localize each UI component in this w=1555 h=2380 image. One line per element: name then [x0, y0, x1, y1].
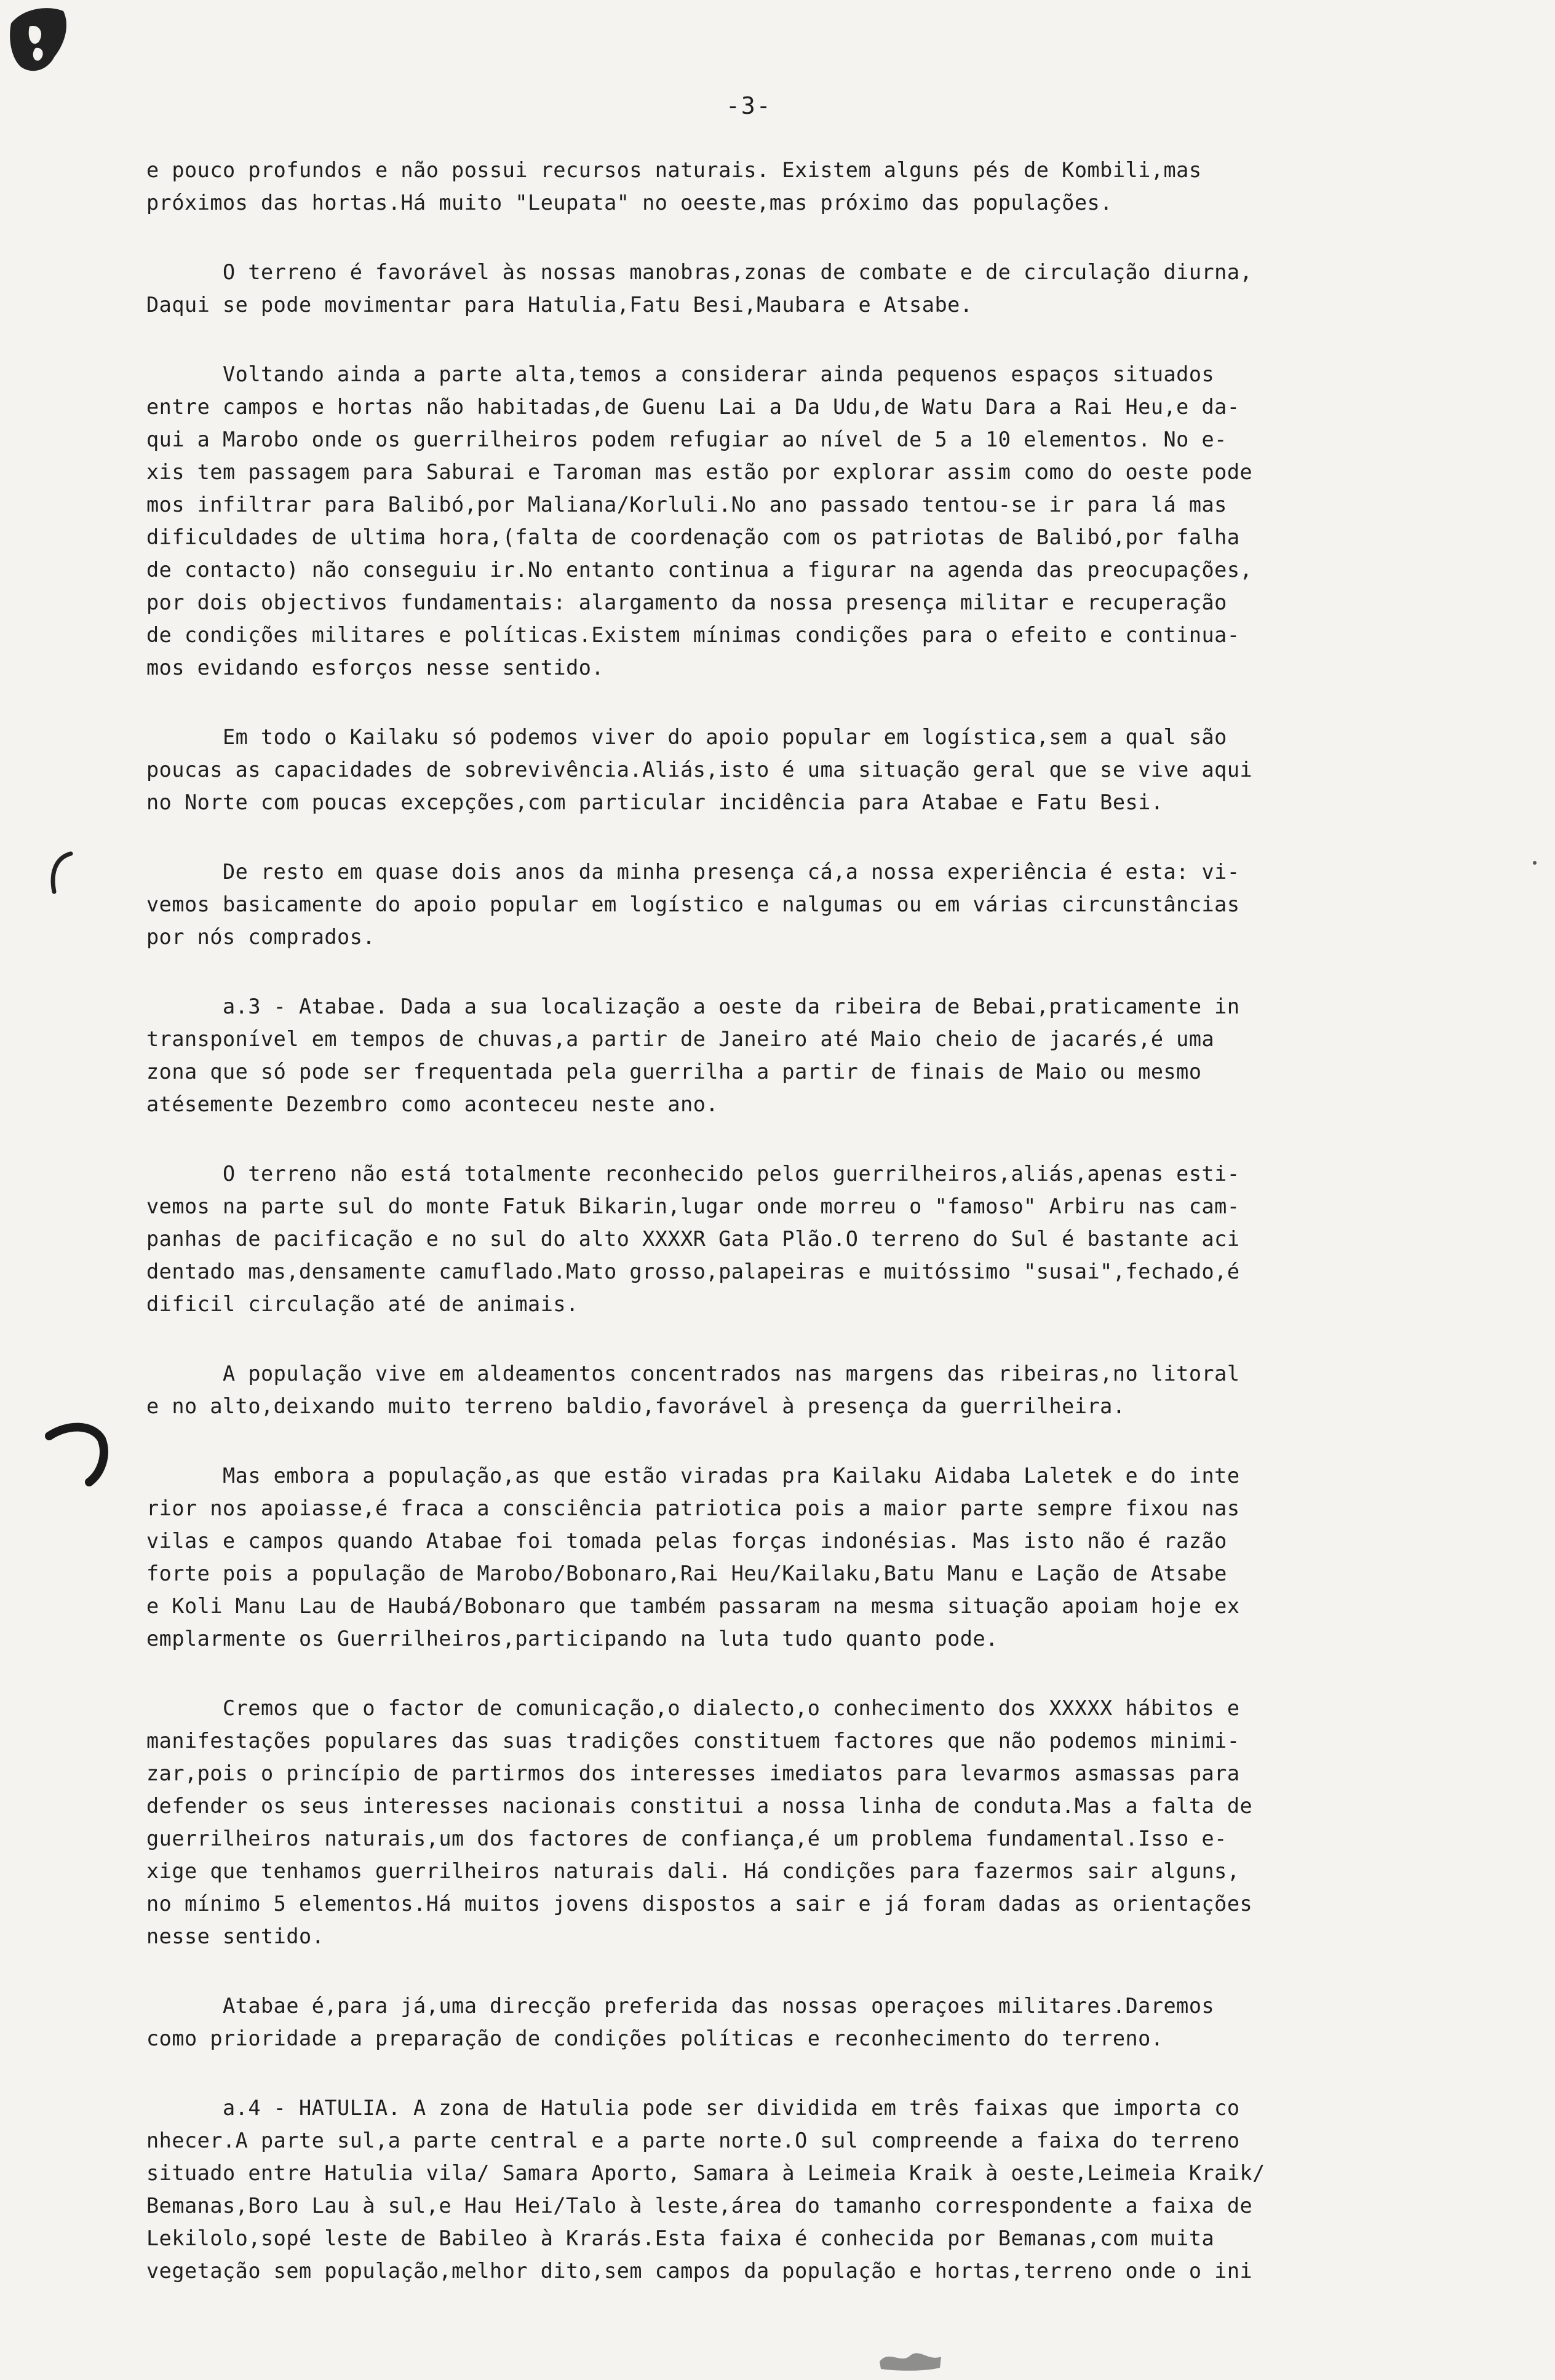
ink-blot-mark: [5, 5, 73, 79]
paragraph: [146, 721, 1518, 819]
text-line: a.4 - HATULIA. A zona de Hatulia pode ser dividida em três faixas que importa co: [146, 2096, 1240, 2120]
text-line: vemos basicamente do apoio popular em logístico e nalgumas ou em várias circunstâncias: [146, 892, 1240, 916]
text-line: de contacto) não conseguiu ir.No entanto continua a figurar na agenda das preocupações,: [146, 558, 1253, 582]
text-line: e pouco profundos e não possui recursos naturais. Existem alguns pés de Kombili,mas: [146, 158, 1202, 182]
text-line: panhas de pacificação e no sul do alto XXXXR Gata Plão.O terreno do Sul é bastante aci: [146, 1227, 1240, 1251]
body-text: [146, 154, 1518, 2324]
paragraph: [146, 1692, 1518, 1953]
paragraph: [146, 1459, 1518, 1655]
margin-bracket-mark: [43, 849, 80, 898]
text-line: emplarmente os Guerrilheiros,participando na luta tudo quanto pode.: [146, 1627, 998, 1651]
text-line: qui a Marobo onde os guerrilheiros podem refugiar ao nível de 5 a 10 elementos. No e-: [146, 427, 1227, 451]
text-line: atésemente Dezembro como aconteceu neste ano.: [146, 1092, 719, 1116]
text-line: manifestações populares das suas tradições constituem factores que não podemos minimi-: [146, 1729, 1240, 1753]
paragraph: [146, 1989, 1518, 2055]
text-line: transponível em tempos de chuvas,a partir de Janeiro até Maio cheio de jacarés,é uma: [146, 1027, 1215, 1051]
paragraph: [146, 855, 1518, 953]
text-line: e Koli Manu Lau de Haubá/Bobonaro que também passaram na mesma situação apoiam hoje ex: [146, 1594, 1240, 1618]
paragraph: [146, 1157, 1518, 1320]
text-line: poucas as capacidades de sobrevivência.Aliás,isto é uma situação geral que se vive aqui: [146, 758, 1253, 782]
text-line: rior nos apoiasse,é fraca a consciência patriotica pois a maior parte sempre fixou nas: [146, 1496, 1240, 1520]
text-line: zona que só pode ser frequentada pela guerrilha a partir de finais de Maio ou mesmo: [146, 1060, 1202, 1084]
text-line: Mas embora a população,as que estão viradas pra Kailaku Aidaba Laletek e do inte: [146, 1464, 1240, 1488]
paragraph: [146, 358, 1518, 684]
text-line: xige que tenhamos guerrilheiros naturais dali. Há condições para fazermos sair alguns,: [146, 1859, 1240, 1883]
paragraph: [146, 990, 1518, 1121]
text-line: Atabae é,para já,uma direcção preferida das nossas operaçoes militares.Daremos: [146, 1994, 1215, 2018]
page-number: -3-: [726, 92, 772, 119]
text-line: vemos na parte sul do monte Fatuk Bikarin,lugar onde morreu o "famoso" Arbiru nas cam-: [146, 1194, 1240, 1218]
text-line: O terreno não está totalmente reconhecido pelos guerrilheiros,aliás,apenas esti-: [146, 1162, 1240, 1186]
text-line: por dois objectivos fundamentais: alargamento da nossa presença militar e recuperação: [146, 590, 1227, 614]
edge-speck: [1533, 861, 1537, 865]
text-line: xis tem passagem para Saburai e Taroman mas estão por explorar assim como do oeste pode: [146, 460, 1253, 484]
text-line: por nós comprados.: [146, 925, 376, 949]
text-line: Em todo o Kailaku só podemos viver do apoio popular em logística,sem a qual são: [146, 725, 1227, 749]
text-line: guerrilheiros naturais,um dos factores de confiança,é um problema fundamental.Isso e-: [146, 1827, 1227, 1850]
text-line: como prioridade a preparação de condições políticas e reconhecimento do terreno.: [146, 2026, 1164, 2050]
text-line: no mínimo 5 elementos.Há muitos jovens dispostos a sair e já foram dadas as orientações: [146, 1892, 1253, 1916]
text-line: Daqui se pode movimentar para Hatulia,Fatu Besi,Maubara e Atsabe.: [146, 293, 973, 317]
text-line: vegetação sem população,melhor dito,sem campos da população e hortas,terreno onde o ini: [146, 2259, 1253, 2283]
text-line: Bemanas,Boro Lau à sul,e Hau Hei/Talo à leste,área do tamanho correspondente a faixa de: [146, 2194, 1253, 2218]
text-line: no Norte com poucas excepções,com particular incidência para Atabae e Fatu Besi.: [146, 790, 1164, 814]
text-line: Voltando ainda a parte alta,temos a considerar ainda pequenos espaços situados: [146, 362, 1215, 386]
text-line: Lekilolo,sopé leste de Babileo à Krarás.Esta faixa é conhecida por Bemanas,com muita: [146, 2226, 1215, 2250]
text-line: mos evidando esforços nesse sentido.: [146, 656, 605, 680]
text-line: dificuldades de ultima hora,(falta de coordenação com os patriotas de Balibó,por falha: [146, 525, 1240, 549]
text-line: a.3 - Atabae. Dada a sua localização a oeste da ribeira de Bebai,praticamente in: [146, 994, 1240, 1018]
text-line: A população vive em aldeamentos concentrados nas margens das ribeiras,no litoral: [146, 1362, 1240, 1386]
text-line: vilas e campos quando Atabae foi tomada pelas forças indonésias. Mas isto não é razão: [146, 1529, 1227, 1553]
text-line: De resto em quase dois anos da minha presença cá,a nossa experiência é esta: vi-: [146, 860, 1240, 884]
text-line: entre campos e hortas não habitadas,de Guenu Lai a Da Udu,de Watu Dara a Rai Heu,e da-: [146, 395, 1240, 419]
margin-hook-mark: [43, 1421, 117, 1488]
text-line: dentado mas,densamente camuflado.Mato grosso,palapeiras e muitóssimo "susai",fechado,é: [146, 1259, 1240, 1283]
text-line: defender os seus interesses nacionais constitui a nossa linha de conduta.Mas a falta de: [146, 1794, 1253, 1818]
text-line: dificil circulação até de animais.: [146, 1292, 579, 1316]
text-line: O terreno é favorável às nossas manobras,zonas de combate e de circulação diurna,: [146, 260, 1253, 284]
paragraph: [146, 1357, 1518, 1422]
text-line: mos infiltrar para Balibó,por Maliana/Korluli.No ano passado tentou-se ir para lá mas: [146, 493, 1227, 517]
paragraph: [146, 154, 1518, 219]
text-line: forte pois a população de Marobo/Bobonaro,Rai Heu/Kailaku,Batu Manu e Lação de Atsabe: [146, 1561, 1227, 1585]
text-line: zar,pois o princípio de partirmos dos interesses imediatos para levarmos asmassas para: [146, 1761, 1240, 1785]
text-line: Cremos que o factor de comunicação,o dialecto,o conhecimento dos XXXXX hábitos e: [146, 1696, 1240, 1720]
text-line: situado entre Hatulia vila/ Samara Aporto, Samara à Leimeia Kraik à oeste,Leimeia Kraik/: [146, 2161, 1265, 2185]
paragraph: [146, 256, 1518, 321]
bottom-ink-smudge: [873, 2343, 947, 2374]
text-line: de condições militares e políticas.Existem mínimas condições para o efeito e continua-: [146, 623, 1240, 647]
text-line: e no alto,deixando muito terreno baldio,favorável à presença da guerrilheira.: [146, 1394, 1126, 1418]
text-line: próximos das hortas.Há muito "Leupata" no oeeste,mas próximo das populações.: [146, 191, 1113, 215]
text-line: nesse sentido.: [146, 1924, 325, 1948]
paragraph: [146, 2092, 1518, 2287]
text-line: nhecer.A parte sul,a parte central e a parte norte.O sul compreende a faixa do terreno: [146, 2128, 1240, 2152]
